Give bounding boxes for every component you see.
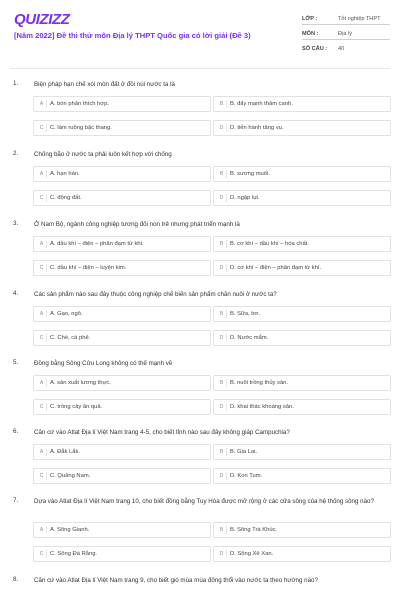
- option-a[interactable]: [33, 96, 211, 112]
- option-text: A. bón phân thích hợp.: [50, 101, 109, 107]
- option-letter: B: [217, 170, 227, 178]
- option-c[interactable]: [33, 120, 211, 136]
- option-b[interactable]: [213, 375, 391, 391]
- option-c[interactable]: [33, 546, 211, 562]
- option-text: A. dầu khí – điện – phân đạm từ khí.: [50, 241, 144, 247]
- option-letter: B: [217, 448, 227, 456]
- option-letter: D: [217, 472, 227, 480]
- option-letter: B: [217, 100, 227, 108]
- option-letter: C: [37, 124, 47, 132]
- meta-class-label: LỚP :: [302, 16, 318, 22]
- option-letter: A: [37, 170, 47, 178]
- option-text: B. Sông Trà Khúc.: [230, 527, 278, 533]
- option-d[interactable]: [213, 546, 391, 562]
- meta-class-value: Tốt nghiệp THPT: [338, 16, 381, 22]
- option-letter: C: [37, 264, 47, 272]
- option-b[interactable]: [213, 96, 391, 112]
- option-letter: A: [37, 526, 47, 534]
- option-text: A. Gạo, ngô.: [50, 311, 83, 317]
- option-text: D. cơ khí – điện – phân đạm từ khí.: [230, 265, 322, 271]
- option-letter: B: [217, 379, 227, 387]
- question-text: Các sản phẩm nào sau đây thuộc công nghiệp chế biến sản phẩm chăn nuôi ở nước ta?: [34, 291, 277, 298]
- option-text: A. hạn hán.: [50, 171, 80, 177]
- option-text: A. Sông Gianh.: [50, 527, 90, 533]
- option-text: D. ngập lụt.: [230, 195, 260, 201]
- option-b[interactable]: [213, 444, 391, 460]
- option-c[interactable]: [33, 330, 211, 346]
- option-letter: D: [217, 194, 227, 202]
- meta-subject-label: MÔN :: [302, 31, 319, 37]
- option-d[interactable]: [213, 120, 391, 136]
- option-b[interactable]: [213, 166, 391, 182]
- question-number: 5.: [13, 359, 19, 366]
- question-text: Đồng bằng Sông Cửu Long không có thế mạnh về: [34, 360, 173, 367]
- option-text: C. Quảng Nam.: [50, 473, 91, 479]
- option-text: A. Đắk Lắk.: [50, 449, 80, 455]
- option-letter: B: [217, 240, 227, 248]
- question-number: 3.: [13, 220, 19, 227]
- option-letter: A: [37, 100, 47, 108]
- option-letter: D: [217, 124, 227, 132]
- option-a[interactable]: [33, 375, 211, 391]
- question-number: 2.: [13, 150, 19, 157]
- question-text: Chống bão ở nước ta phải luôn kết hợp với chống: [34, 151, 172, 158]
- option-text: C. Chè, cà phê.: [50, 335, 91, 341]
- question-number: 4.: [13, 290, 19, 297]
- option-letter: A: [37, 240, 47, 248]
- option-letter: A: [37, 310, 47, 318]
- option-c[interactable]: [33, 190, 211, 206]
- question-text: Ở Nam Bộ, ngành công nghiệp tương đối non trẻ nhưng phát triển mạnh là: [34, 221, 240, 228]
- option-text: A. sản xuất lương thực.: [50, 380, 111, 386]
- option-b[interactable]: [213, 306, 391, 322]
- option-text: B. Gia Lai.: [230, 449, 258, 455]
- option-letter: C: [37, 194, 47, 202]
- option-letter: D: [217, 264, 227, 272]
- option-text: D. Kon Tum.: [230, 473, 263, 479]
- option-text: D. Nước mắm.: [230, 335, 269, 341]
- option-text: B. nuôi trồng thủy sản.: [230, 380, 289, 386]
- option-c[interactable]: [33, 468, 211, 484]
- option-text: B. cơ khí – dầu khí – hóa chất.: [230, 241, 309, 247]
- option-d[interactable]: [213, 260, 391, 276]
- question-text: Căn cứ vào Atlat Địa lí Việt Nam trang 9, cho biết gió mùa mùa đông thổi vào nước ta theo hướng nào?: [34, 577, 318, 584]
- option-c[interactable]: [33, 260, 211, 276]
- option-letter: D: [217, 334, 227, 342]
- meta-divider: [302, 24, 390, 25]
- option-letter: A: [37, 448, 47, 456]
- option-a[interactable]: [33, 306, 211, 322]
- question-number: 8.: [13, 576, 19, 583]
- option-letter: B: [217, 526, 227, 534]
- option-a[interactable]: [33, 444, 211, 460]
- option-letter: C: [37, 472, 47, 480]
- question-text: Dựa vào Atlat Địa lí Việt Nam trang 10, cho biết đồng bằng Tuy Hòa được mở rộng ở các cửa sông của hệ thống sông nào?: [34, 498, 374, 505]
- worksheet-title: [Năm 2022] Đề thi thử môn Địa lý THPT Quốc gia có lời giải (Đề 3): [14, 31, 251, 40]
- option-c[interactable]: [33, 399, 211, 415]
- option-text: C. dầu khí – điện – luyện kim.: [50, 265, 127, 271]
- option-d[interactable]: [213, 399, 391, 415]
- question-text: Căn cứ vào Atlat Địa lí Việt Nam trang 4-5, cho biết tỉnh nào sau đây không giáp Campuchia?: [34, 429, 290, 436]
- option-d[interactable]: [213, 190, 391, 206]
- question-number: 6.: [13, 428, 19, 435]
- option-text: C. trồng cây ăn quả.: [50, 404, 103, 410]
- worksheet-header: [0, 0, 400, 66]
- option-d[interactable]: [213, 468, 391, 484]
- option-letter: D: [217, 550, 227, 558]
- meta-count-value: 40: [338, 46, 345, 52]
- option-a[interactable]: [33, 522, 211, 538]
- option-b[interactable]: [213, 522, 391, 538]
- option-text: B. Sữa, bơ.: [230, 311, 260, 317]
- option-text: C. làm ruộng bậc thang.: [50, 125, 112, 131]
- option-letter: C: [37, 334, 47, 342]
- option-letter: A: [37, 379, 47, 387]
- option-text: C. Sông Đà Rằng.: [50, 551, 98, 557]
- option-letter: B: [217, 310, 227, 318]
- option-text: B. sương muối.: [230, 171, 270, 177]
- option-text: C. động đất.: [50, 195, 82, 201]
- option-letter: C: [37, 550, 47, 558]
- option-text: D. tiến hành tăng vụ.: [230, 125, 284, 131]
- quizizz-logo: QUIZIZZ: [14, 11, 70, 28]
- option-letter: C: [37, 403, 47, 411]
- option-a[interactable]: [33, 166, 211, 182]
- option-text: D. Sông Xê Xan.: [230, 551, 274, 557]
- question-number: 1.: [13, 80, 19, 87]
- option-a[interactable]: [33, 236, 211, 252]
- option-b[interactable]: [213, 236, 391, 252]
- meta-subject-value: Địa lý: [338, 31, 352, 37]
- meta-count-label: SỐ CÂU :: [302, 46, 328, 52]
- option-text: D. khai thác khoáng sản.: [230, 404, 294, 410]
- option-text: B. đẩy mạnh thâm canh.: [230, 101, 293, 107]
- option-d[interactable]: [213, 330, 391, 346]
- question-number: 7.: [13, 497, 19, 504]
- question-text: Biện pháp hạn chế xói mòn đất ở đồi núi nước ta là: [34, 81, 175, 88]
- header-divider: [10, 68, 390, 69]
- option-letter: D: [217, 403, 227, 411]
- meta-divider: [302, 39, 390, 40]
